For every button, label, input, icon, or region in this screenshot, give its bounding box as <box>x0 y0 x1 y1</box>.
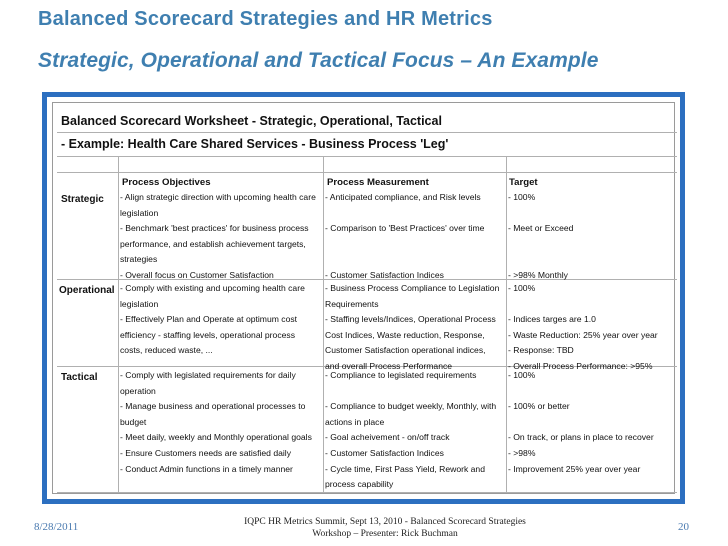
cell-line: - Cycle time, First Pass Yield, Rework and <box>325 463 485 474</box>
cell-line: - Effectively Plan and Operate at optimum cost <box>120 314 298 325</box>
tactical-objectives <box>120 368 312 477</box>
tactical-target <box>508 368 654 477</box>
cell-line: operation <box>120 385 156 396</box>
cell-line: - Customer Satisfaction Indices <box>325 269 444 280</box>
cell-line: Cost Indices, Waste reduction, Response, <box>325 329 485 340</box>
cell-line <box>508 384 654 400</box>
worksheet-table <box>57 104 677 495</box>
grid-line <box>57 172 677 173</box>
row-label-tactical: Tactical <box>61 372 98 383</box>
cell-line: legislation <box>120 298 159 309</box>
cell-line <box>325 206 484 222</box>
cell-line <box>508 237 573 253</box>
grid-line <box>506 157 507 492</box>
column-header-objectives: Process Objectives <box>122 177 211 188</box>
cell-line <box>508 415 654 431</box>
slide-subtitle: Strategic, Operational and Tactical Focus – An Example <box>38 49 599 72</box>
cell-line <box>508 252 573 268</box>
cell-line: - Align strategic direction with upcoming health care <box>120 192 316 202</box>
grid-line <box>323 157 324 492</box>
cell-line: - >98% <box>508 447 536 458</box>
cell-line: - On track, or plans in place to recover <box>508 432 654 443</box>
column-header-measurement: Process Measurement <box>327 177 429 188</box>
cell-line: - Business Process Compliance to Legislation <box>325 283 500 293</box>
cell-line: - Comply with legislated requirements for daily <box>120 370 296 380</box>
cell-line: - Customer Satisfaction Indices <box>325 447 444 458</box>
cell-line: - Indices targes are 1.0 <box>508 314 596 325</box>
cell-line: actions in place <box>325 416 385 427</box>
cell-line: - Staffing levels/Indices, Operational Process <box>325 314 496 325</box>
cell-line: - Response: TBD <box>508 345 574 356</box>
cell-line: - Compliance to budget weekly, Monthly, with <box>325 401 497 412</box>
row-label-operational: Operational <box>59 285 115 296</box>
cell-line <box>325 384 496 400</box>
strategic-objectives <box>120 190 316 284</box>
cell-line: - 100% or better <box>508 401 570 412</box>
operational-target <box>508 281 658 375</box>
cell-line <box>508 206 573 222</box>
grid-line <box>118 157 119 492</box>
cell-line: - Improvement 25% year over year <box>508 463 641 474</box>
cell-line: budget <box>120 416 147 427</box>
footer-caption-line1: IQPC HR Metrics Summit, Sept 13, 2010 - Balanced Scorecard Strategies <box>244 517 526 527</box>
cell-line <box>325 252 484 268</box>
tactical-measurement <box>325 368 496 493</box>
cell-line: - 100% <box>508 283 536 293</box>
cell-line: Requirements <box>325 298 379 309</box>
grid-line <box>57 156 677 157</box>
cell-line: - Meet or Exceed <box>508 223 574 234</box>
cell-line <box>325 237 484 253</box>
cell-line: efficiency - staffing levels, operational process <box>120 329 295 340</box>
operational-measurement <box>325 281 499 375</box>
footer-caption <box>205 516 565 540</box>
row-label-strategic: Strategic <box>61 194 104 205</box>
footer-caption-line2: Workshop – Presenter: Rick Buchman <box>312 529 458 539</box>
cell-line: - Overall focus on Customer Satisfaction <box>120 269 274 280</box>
cell-line: Customer Satisfaction operational indices, <box>325 345 486 356</box>
cell-line: and overall Process Performance <box>325 360 453 371</box>
cell-line <box>508 297 658 313</box>
cell-line: performance, and establish achievement targets, <box>120 238 306 249</box>
cell-line: process capability <box>325 479 394 490</box>
cell-line: - Goal acheivement - on/off track <box>325 432 450 443</box>
worksheet-header-line1: Balanced Scorecard Worksheet - Strategic, Operational, Tactical <box>61 114 442 128</box>
cell-line: costs, reduced waste, ... <box>120 345 213 356</box>
worksheet-header-line2: - Example: Health Care Shared Services - Business Process 'Leg' <box>61 137 449 151</box>
cell-line: - Waste Reduction: 25% year over year <box>508 329 658 340</box>
cell-line: - 100% <box>508 192 536 202</box>
footer-date: 8/28/2011 <box>34 521 79 533</box>
page-number: 20 <box>678 521 689 533</box>
cell-line: legislation <box>120 207 159 218</box>
operational-objectives <box>120 281 305 359</box>
cell-line: - Overall Process Performance: >95% <box>508 360 653 371</box>
grid-line <box>57 132 677 133</box>
cell-line: - Meet daily, weekly and Monthly operational goals <box>120 432 312 443</box>
column-header-target: Target <box>509 177 538 188</box>
cell-line: - Compliance to legislated requirements <box>325 370 477 380</box>
strategic-measurement <box>325 190 484 284</box>
cell-line: - 100% <box>508 370 536 380</box>
cell-line: - Anticipated compliance, and Risk levels <box>325 192 481 202</box>
cell-line: - Comparison to 'Best Practices' over time <box>325 223 485 234</box>
cell-line: - Benchmark 'best practices' for business process <box>120 223 309 234</box>
slide-title: Balanced Scorecard Strategies and HR Metrics <box>38 8 493 30</box>
cell-line: strategies <box>120 254 158 265</box>
cell-line: - Comply with existing and upcoming health care <box>120 283 305 293</box>
cell-line: - Conduct Admin functions in a timely manner <box>120 463 293 474</box>
cell-line: - Ensure Customers needs are satisfied daily <box>120 447 291 458</box>
cell-line: - >98% Monthly <box>508 269 568 280</box>
strategic-target <box>508 190 573 284</box>
cell-line: - Manage business and operational processes to <box>120 401 306 412</box>
